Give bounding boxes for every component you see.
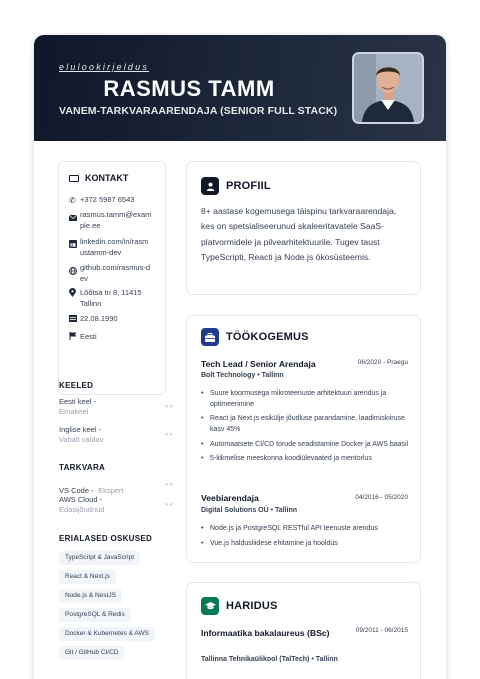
job-bullet: • Suure koormusega mikroteenuste arhitektuuri arendus ja optimeerimine: [201, 389, 413, 410]
flag-icon: [69, 332, 80, 343]
graduation-cap-icon: [201, 597, 219, 615]
cv-page: [34, 35, 446, 679]
contact-text: Eesti: [80, 332, 97, 341]
job-bullets: [201, 524, 413, 554]
contact-country: [69, 332, 163, 343]
location-icon: [69, 288, 80, 309]
profile-heading: [201, 177, 271, 195]
contact-email: [69, 210, 163, 231]
cv-header: [34, 35, 446, 141]
job-bullets: [201, 389, 413, 469]
software-level: Edasijõudnud: [59, 505, 105, 514]
contact-heading: [69, 173, 128, 183]
skill-tag: TypeScript & JavaScript: [59, 551, 140, 565]
software-level: Ekspert: [98, 486, 124, 495]
job-bullet: • React ja Next.js esikülje jõudluse parandamine, laadimiskiiruse kasv 45%: [201, 414, 413, 435]
contact-text: Lõõtsa tn 8, 11415 Tallinn: [80, 288, 142, 308]
calendar-icon: [69, 314, 80, 325]
briefcase-icon: [201, 328, 219, 346]
skill-tag: PostgreSQL & Redis: [59, 608, 131, 622]
contact-text: +372 5987 6543: [80, 195, 135, 204]
job-date: 04/2016 - 05/2020: [355, 494, 408, 501]
level-dots: ●●: [164, 502, 174, 508]
globe-icon: [69, 263, 80, 284]
skill-tag: Node.js & NestJS: [59, 589, 122, 603]
job-bullet: • Automaatsete CI/CD torude seadistamine Docker ja AWS baasil: [201, 440, 413, 451]
user-icon: [201, 177, 219, 195]
level-dots: ●●: [164, 404, 174, 410]
education-heading: [201, 597, 278, 615]
experience-card: [186, 315, 421, 563]
language-row: [59, 397, 174, 417]
email-icon: [69, 210, 80, 231]
level-dots: ●●: [164, 432, 174, 438]
job-date: 06/2020 - Praegu: [357, 359, 408, 366]
education-title: HARIDUS: [226, 600, 278, 612]
software-name: VS Code -: [59, 486, 94, 495]
language-name: Inglise keel -: [59, 425, 102, 434]
language-name: Eesti keel -: [59, 397, 97, 406]
skills-heading: ERIALASED OSKUSED: [59, 534, 153, 543]
job-company: Digital Solutions OÜ • Tallinn: [201, 507, 298, 514]
contact-birthdate: [69, 314, 163, 325]
contact-phone: [69, 195, 163, 206]
software-row: [59, 495, 174, 515]
job-role: VANEM-TARKVARAARENDAJA (SENIOR FULL STACK): [59, 105, 338, 117]
person-name: RASMUS TAMM: [103, 76, 275, 101]
job-bullet: • 5-liikmelise meeskonna koodiülevaated ja mentorlus: [201, 454, 413, 465]
contact-title: KONTAKT: [85, 173, 129, 183]
language-level: Vabalt valdav: [59, 435, 104, 444]
phone-icon: ✆: [69, 196, 76, 205]
job-bullet: • Node.js ja PostgreSQL RESTful API teenuste arendus: [201, 524, 413, 535]
languages-heading: KEELED: [59, 381, 94, 390]
document-subtitle: elulookirjeldus: [59, 62, 150, 72]
profile-title: PROFIIL: [226, 180, 271, 192]
id-card-icon: [69, 175, 79, 182]
contact-text: linkedin.com/in/rasmustamm-dev: [80, 237, 149, 257]
contact-card: [58, 161, 166, 395]
skill-tag: React & Next.js: [59, 570, 116, 584]
school-name: Tallinna Tehnikaülikool (TalTech) • Tallinn: [201, 656, 338, 663]
contact-text: 22.08.1990: [80, 314, 118, 323]
job-title: Veebiarendaja: [201, 493, 259, 503]
language-level: Emakeel: [59, 407, 89, 416]
contact-github: [69, 263, 163, 284]
education-date: 09/2011 - 06/2015: [355, 627, 408, 634]
software-name: AWS Cloud -: [59, 495, 103, 504]
experience-heading: [201, 328, 309, 346]
profile-text: 8+ aastase kogemusega täispinu tarkvaraarendaja, kes on spetsialiseerunud skaleeritavatele SaaS-platvormidele ja pilvearhitektuurile. Tugev taust TypeScripti, Reacti ja Node.js ökosüsteemis.: [201, 206, 397, 262]
skill-tag: Git / GitHub CI/CD: [59, 646, 124, 660]
linkedin-icon: [69, 237, 80, 258]
job-company: Bolt Technology • Tallinn: [201, 372, 284, 379]
profile-photo: [352, 52, 424, 124]
experience-title: TÖÖKOGEMUS: [226, 331, 309, 343]
education-card: [186, 582, 421, 679]
software-heading: TARKVARA: [59, 463, 106, 472]
level-dots: ●●: [164, 482, 174, 488]
contact-text: rasmus.tamm@example.ee: [80, 210, 152, 230]
job-bullet: • Vue.js haldusliidese ehitamine ja hooldus: [201, 539, 413, 550]
skill-tag: Docker & Kubernetes & AWS: [59, 627, 155, 641]
contact-address: [69, 288, 163, 309]
contact-text: github.com/rasmus-dev: [80, 263, 151, 283]
job-title: Tech Lead / Senior Arendaja: [201, 359, 316, 369]
language-row: [59, 425, 174, 445]
profile-card: [186, 161, 421, 295]
contact-linkedin: [69, 237, 163, 258]
degree-title: Informaatika bakalaureus (BSc): [201, 628, 330, 638]
